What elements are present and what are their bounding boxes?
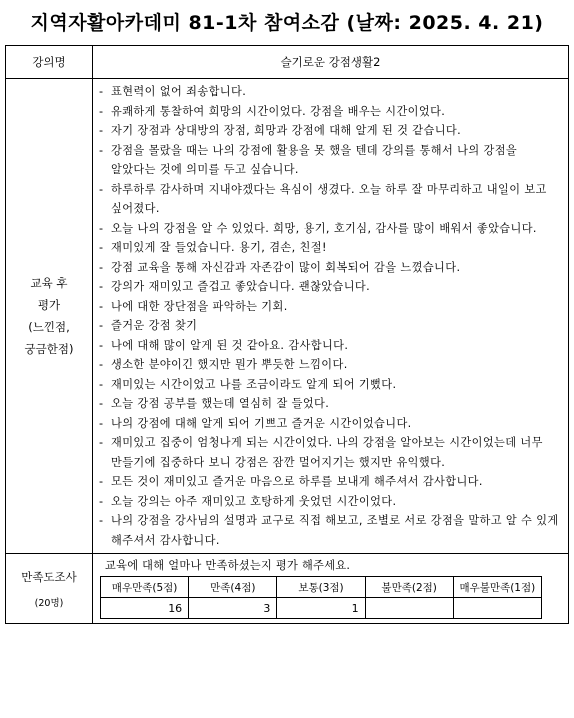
satisfaction-value	[365, 598, 453, 619]
evaluation-label-line: 평가	[37, 298, 61, 312]
evaluation-label	[6, 79, 93, 554]
satisfaction-label	[6, 554, 93, 624]
satisfaction-content	[93, 554, 569, 624]
satisfaction-value-row	[101, 598, 542, 619]
feedback-item: - 오늘 강점 공부를 했는데 열심히 잘 들었다.	[99, 394, 560, 414]
course-label: 강의명	[6, 46, 93, 79]
satisfaction-value: 16	[101, 598, 189, 619]
feedback-item: - 나의 강점에 대해 알게 되어 기쁘고 즐거운 시간이었습니다.	[99, 414, 560, 434]
feedback-item: - 재미있는 시간이었고 나를 조금이라도 알게 되어 기뻤다.	[99, 375, 560, 395]
course-name: 슬기로운 강점생활2	[93, 46, 569, 79]
feedback-item: - 나에 대해 많이 알게 된 것 같아요. 감사합니다.	[99, 336, 560, 356]
feedback-item: - 나의 강점을 강사님의 설명과 교구로 직접 해보고, 조별로 서로 강점을 말하고 알 수 있게 해주셔서 감사합니다.	[99, 511, 560, 550]
feedback-item: - 강점 교육을 통해 자신감과 자존감이 많이 회복되어 감을 느꼈습니다.	[99, 258, 560, 278]
satisfaction-value: 3	[189, 598, 277, 619]
feedback-item: - 오늘 나의 강점을 알 수 있었다. 희망, 용기, 호기심, 감사를 많이 배워서 좋았습니다.	[99, 219, 560, 239]
feedback-item: - 유쾌하게 통찰하여 희망의 시간이었다. 강점을 배우는 시간이었다.	[99, 102, 560, 122]
feedback-item: - 모든 것이 재미있고 즐거운 마음으로 하루를 보내게 해주셔서 감사합니다.	[99, 472, 560, 492]
evaluation-content	[93, 79, 569, 554]
feedback-item: - 표현력이 없어 죄송합니다.	[99, 82, 560, 102]
feedback-item: - 생소한 분야이긴 했지만 뭔가 뿌듯한 느낌이다.	[99, 355, 560, 375]
satisfaction-label-text: 만족도조사	[21, 569, 77, 584]
satisfaction-column-header: 매우만족(5점)	[101, 577, 189, 598]
satisfaction-header-row	[101, 577, 542, 598]
satisfaction-value: 1	[277, 598, 365, 619]
satisfaction-column-header: 만족(4점)	[189, 577, 277, 598]
feedback-item: - 즐거운 강점 찾기	[99, 316, 560, 336]
evaluation-label-line: (느낀점,	[28, 320, 70, 334]
satisfaction-column-header: 매우불만족(1점)	[453, 577, 541, 598]
course-row	[6, 46, 569, 79]
satisfaction-column-header: 불만족(2점)	[365, 577, 453, 598]
survey-table	[5, 45, 569, 624]
satisfaction-value	[453, 598, 541, 619]
feedback-item: - 나에 대한 장단점을 파악하는 기회.	[99, 297, 560, 317]
feedback-item: - 강점을 몰랐을 때는 나의 강점에 활용을 못 했을 텐데 강의를 통해서 나의 강점을 알았다는 것에 의미를 두고 싶습니다.	[99, 141, 560, 180]
page-title: 지역자활아카데미 81-1차 참여소감 (날짜: 2025. 4. 21)	[30, 12, 544, 34]
feedback-item: - 재미있고 집중이 엄청나게 되는 시간이었다. 나의 강점을 알아보는 시간이었는데 너무 만들기에 집중하다 보니 강점은 잠깐 멀어지기는 했지만 유익했다.	[99, 433, 560, 472]
evaluation-row	[6, 79, 569, 554]
satisfaction-table	[100, 576, 542, 619]
satisfaction-question: 교육에 대해 얼마나 만족하셨는지 평가 해주세요.	[105, 559, 351, 572]
evaluation-label-line: 궁금한점)	[24, 342, 74, 356]
feedback-item: - 하루하루 감사하며 지내야겠다는 욕심이 생겼다. 오늘 하루 잘 마무리하고 내일이 보고 싶어졌다.	[99, 180, 560, 219]
feedback-item: - 재미있게 잘 들었습니다. 용기, 겸손, 친절!	[99, 238, 560, 258]
satisfaction-row	[6, 554, 569, 624]
feedback-item: - 오늘 강의는 아주 재미있고 호탕하게 웃었던 시간이었다.	[99, 492, 560, 512]
feedback-item: - 강의가 재미있고 즐겁고 좋았습니다. 괜찮았습니다.	[99, 277, 560, 297]
feedback-item: - 자기 장점과 상대방의 장점, 희망과 강점에 대해 알게 된 것 같습니다.	[99, 121, 560, 141]
evaluation-label-line: 교육 후	[30, 276, 68, 290]
feedback-list	[93, 79, 568, 553]
respondent-count: (20명)	[34, 597, 64, 609]
satisfaction-column-header: 보통(3점)	[277, 577, 365, 598]
